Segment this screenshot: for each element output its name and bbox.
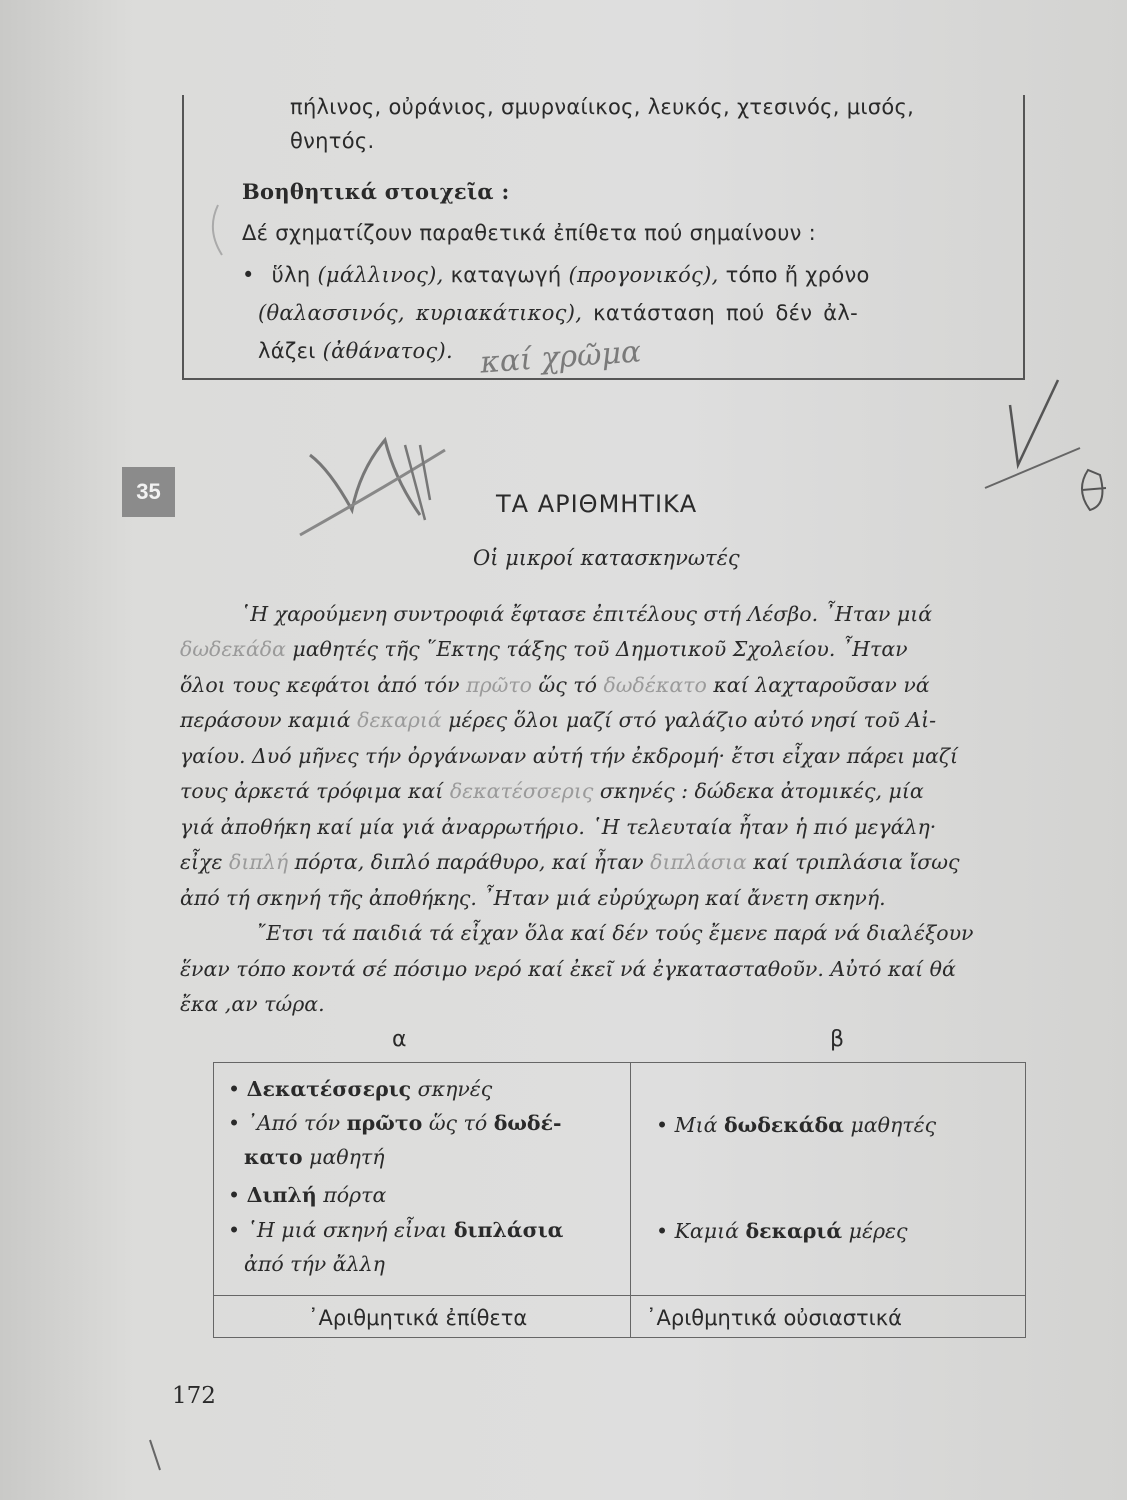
bold-word: πρῶτο [346,1111,423,1135]
example: (θαλασσινός, κυριακάτικος), [258,301,583,325]
text: ὅλοι τους κεφάτοι ἀπό τόν [180,673,467,697]
bold-word: διπλάσια [453,1218,564,1242]
text: Μιά [674,1113,724,1137]
table-cell-a1: • Δεκατέσσερις σκηνές [228,1077,493,1101]
numerals-table [213,1062,1026,1338]
text: ὥς τό [532,673,604,697]
table-cell-a4-cont: ἀπό τήν ἄλλη [244,1252,385,1276]
column-a-label: α [392,1027,407,1052]
faded-word: δωδεκάδα [180,637,286,661]
text-line-12: ἔκα ,αν τώρα. [180,992,325,1016]
text: μέρες ὅλοι μαζί στό γαλάζιο αὐτό νησί τοῦ Αἰ- [441,708,937,732]
text: πόρτα [316,1183,387,1207]
text: ῾Η μιά σκηνή εἶναι [246,1218,454,1242]
table-cell-a2-cont [244,1145,385,1169]
text: ὥς τό [422,1111,494,1135]
text-line-8 [180,845,1025,881]
bold-word: δεκαριά [745,1219,843,1243]
examples-line-1: πήλινος, οὐράνιος, σμυρναίικος, λευκός, χτεσινός, μισός, [290,95,915,119]
page-number: 172 [172,1383,216,1409]
bold-word: δωδέ- [493,1111,562,1135]
lesson-subtitle: Οἱ μικροί κατασκηνωτές [473,546,740,570]
text: σκηνές : δώδεκα ἀτομικές, μία [593,779,924,803]
text-line-7: γιά ἀποθήκη καί μία γιά ἀναρρωτήριο. ῾Η τελευταία ἦταν ἡ πιό μεγάλη· [180,815,937,839]
table-cell-b2: • Καμιά δεκαριά μέρες [656,1219,908,1243]
text-line-9: ἀπό τή σκηνή τῆς ἀποθήκης. ῏Ηταν μιά εὐρύχωρη καί ἄνετη σκηνή. [180,886,886,910]
text-line-4 [180,703,1025,739]
text: μέρες [842,1219,908,1243]
lesson-title: ΤΑ ΑΡΙΘΜΗΤΙΚΑ [496,490,698,518]
bold-word: δωδεκάδα [724,1113,844,1137]
text: τους ἀρκετά τρόφιμα καί [180,779,450,803]
bold-word: Διπλή [246,1183,317,1207]
text: καί τριπλάσια ἴσως [746,850,960,874]
faded-word: διπλάσια [650,850,747,874]
faded-word: δεκαριά [357,708,442,732]
table-cell-a4: • ῾Η μιά σκηνή εἶναι διπλάσια [228,1218,564,1242]
text: πόρτα, διπλό παράθυρο, καί ἦταν [288,850,651,874]
text: καταγωγή [443,263,569,287]
example: (προγονικός), [568,263,719,287]
bold-word: κατο [244,1145,303,1169]
aids-heading: Βοηθητικά στοιχεῖα : [242,179,510,204]
table-cell-a2: • ᾿Από τόν πρῶτο ὥς τό δωδέ- [228,1111,562,1135]
aids-intro: Δέ σχηματίζουν παραθετικά ἐπίθετα πού σημαίνουν : [242,221,817,245]
text: εἶχε [180,850,229,874]
text-line-1: ῾Η χαρούμενη συντροφιά ἔφτασε ἐπιτέλους στή Λέσβο. ῏Ηταν μιά [240,602,933,626]
text: λάζει [258,339,323,363]
text: Καμιά [674,1219,746,1243]
text-line-6 [180,774,1025,810]
text: περάσουν καμιά [180,708,358,732]
example: (μάλλινος), [317,263,444,287]
lesson-number-badge: 35 [122,467,175,517]
bullet: • [242,263,255,287]
footer-numeral-adjectives: ᾿Αριθμητικά ἐπίθετα [308,1306,528,1330]
text: καί λαχταροῦσαν νά [706,673,930,697]
text: μαθητή [302,1145,385,1169]
faded-word: πρῶτο [466,673,533,697]
faded-word: δεκατέσσερις [449,779,594,803]
text-line-10: ῎Ετσι τά παιδιά τά εἶχαν ὅλα καί δέν τούς ἔμενε παρά νά διαλέξουν [256,921,974,945]
text-line-2 [180,632,1025,668]
handwritten-note: καί χρῶμα [478,334,643,381]
text: μαθητές τῆς ῞Εκτης τάξης τοῦ Δημοτικοῦ Σχολείου. ῏Ηταν [285,637,908,661]
table-cell-b1: • Μιά δωδεκάδα μαθητές [656,1113,937,1137]
footer-numeral-nouns: ᾿Αριθμητικά οὐσιαστικά [646,1306,902,1330]
text-line-5: γαίου. Δυό μῆνες τήν ὀργάνωναν αὐτή τήν ἐκδρομή· ἔτσι εἶχαν πάρει μαζί [180,744,958,768]
table-cell-a3: • Διπλή πόρτα [228,1183,387,1207]
text: σκηνές [411,1077,493,1101]
table-divider [214,1295,1025,1296]
text: κατάσταση πού δέν ἀλ- [582,301,859,325]
text: τόπο ἤ χρόνο [718,263,870,287]
text: ᾿Από τόν [246,1111,347,1135]
text-line-3 [180,668,1025,704]
bold-word: Δεκατέσσερις [246,1077,412,1101]
faded-word: δωδέκατο [603,673,707,697]
column-b-label: β [830,1027,845,1052]
text: ὕλη [271,263,318,287]
example: (ἀθάνατος). [322,339,453,363]
faded-word: διπλή [228,850,289,874]
examples-line-2: θνητός. [290,129,375,153]
text: μαθητές [843,1113,937,1137]
text-line-11: ἕναν τόπο κοντά σέ πόσιμο νερό καί ἐκεῖ νά ἐγκατασταθοῦν. Αὐτό καί θά [180,957,956,981]
